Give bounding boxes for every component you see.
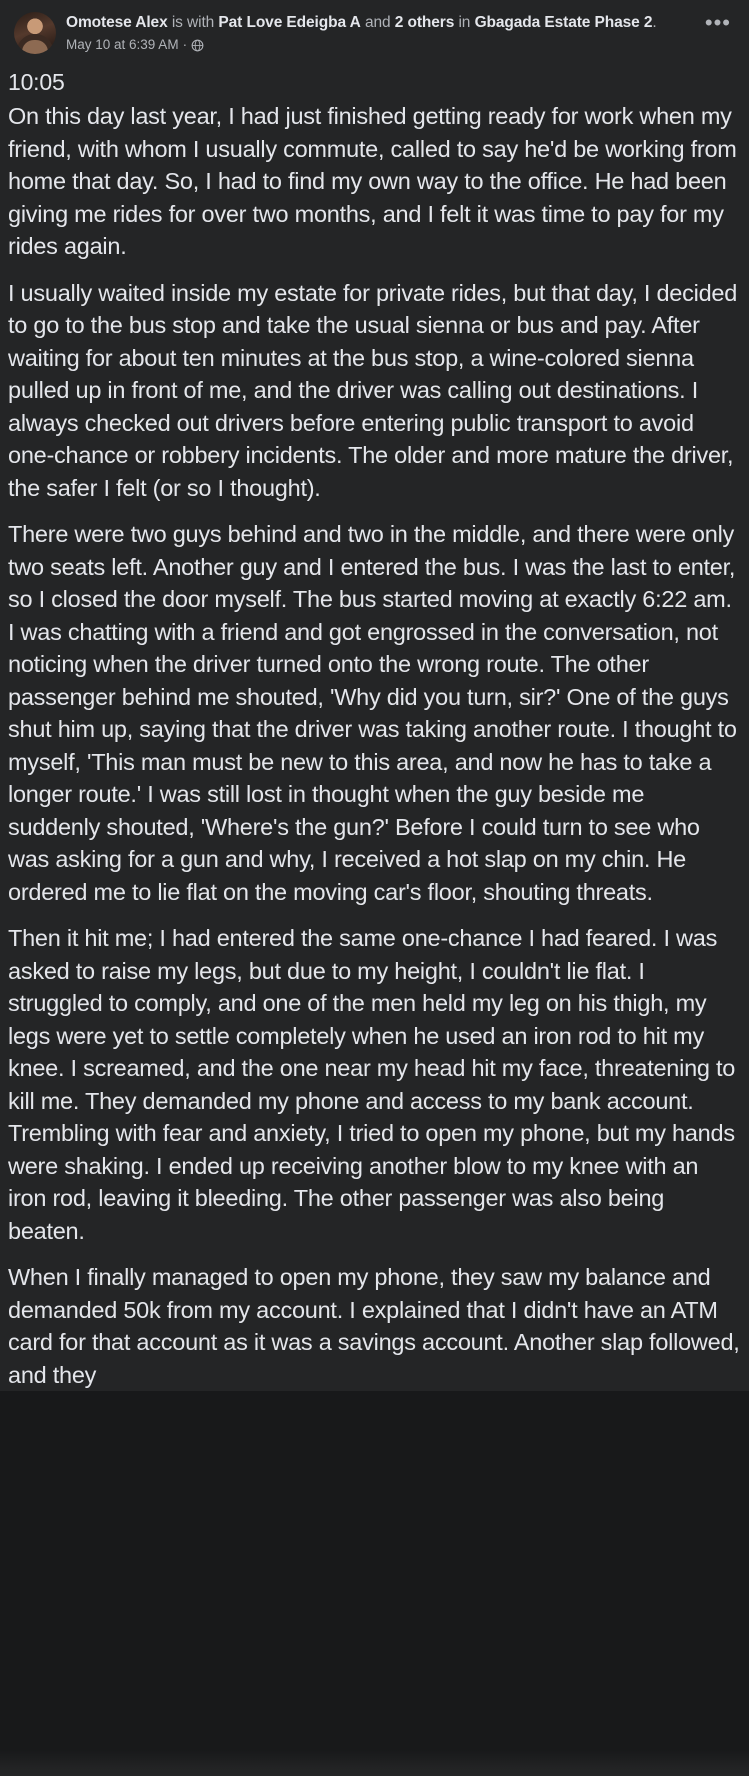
post-header [0, 0, 749, 58]
post-paragraph: When I finally managed to open my phone, they saw my balance and demanded 50k from my account. I explained that I didn't have an ATM card for that account as it was a savings account. Another slap followed, and they [8, 1264, 740, 1388]
post-paragraph: There were two guys behind and two in the middle, and there were only two seats left. Another guy and I entered the bus. I was the last to enter, so I closed the door myself. The bus started moving at exactly 6:22 am. I was chatting with a friend and got engrossed in the conversation, not noticing when the driver turned onto the wrong route. The other passenger behind me shouted, 'Why did you turn, sir?' One of the guys shut him up, saying that the driver was taking another route. I thought to myself, 'This man must be new to this area, and now he has to take a longer route.' I was still lost in thought when the guy beside me suddenly shouted, 'Where's the gun?' Before I could turn to see who was asking for a gun and why, I received a hot slap on my chin. He ordered me to lie flat on the moving car's floor, shouting threats. [8, 521, 737, 905]
globe-icon [191, 39, 204, 52]
meta-separator: · [182, 37, 188, 52]
post-paragraph: On this day last year, I had just finished getting ready for work when my friend, with whom I usually commute, called to say he'd be working from home that day. So, I had to find my own way to the office. He had been giving me rides for over two months, and I felt it was time to pay for my rides again. [8, 103, 737, 259]
byline-and: and [364, 14, 391, 31]
tagged-person[interactable]: Pat Love Edeigba A [218, 14, 361, 31]
others-count[interactable]: 2 others [394, 14, 455, 31]
byline-in: in [458, 14, 471, 31]
post-meta [66, 36, 695, 53]
bottom-fade-overlay [0, 1750, 749, 1776]
avatar[interactable] [14, 12, 56, 54]
post-header-text [66, 12, 695, 53]
byline [66, 13, 695, 33]
location-name[interactable]: Gbagada Estate Phase 2 [474, 14, 653, 31]
more-options-button[interactable]: ••• [704, 10, 731, 35]
post-paragraph: Then it hit me; I had entered the same one-chance I had feared. I was asked to raise my legs, but due to my height, I couldn't lie flat. I struggled to comply, and one of the men held my leg on his thigh, my legs were yet to settle completely when he used an iron rod to hit my knee. I screamed, and the one near my head hit my face, threatening to kill me. They demanded my phone and access to my bank account. Trembling with fear and anxiety, I tried to open my phone, but my hands were shaking. I ended up receiving another blow to my knee with an iron rod, leaving it bleeding. The other passenger was also being beaten. [8, 925, 736, 1244]
author-name[interactable]: Omotese Alex [66, 14, 168, 31]
byline-with: is with [171, 14, 215, 31]
post-paragraph: I usually waited inside my estate for private rides, but that day, I decided to go to the bus stop and take the usual sienna or bus and pay. After waiting for about ten minutes at the bus stop, a wine-colored sienna pulled up in front of me, and the driver was calling out destinations. I always checked out drivers before entering public transport to avoid one-chance or robbery incidents. The older and more mature the driver, the safer I felt (or so I thought). [8, 279, 738, 501]
post-body [0, 100, 749, 1391]
post-timestamp: 10:05 [8, 69, 65, 95]
post-date[interactable]: May 10 at 6:39 AM [66, 37, 179, 52]
byline-period: . [652, 14, 657, 31]
